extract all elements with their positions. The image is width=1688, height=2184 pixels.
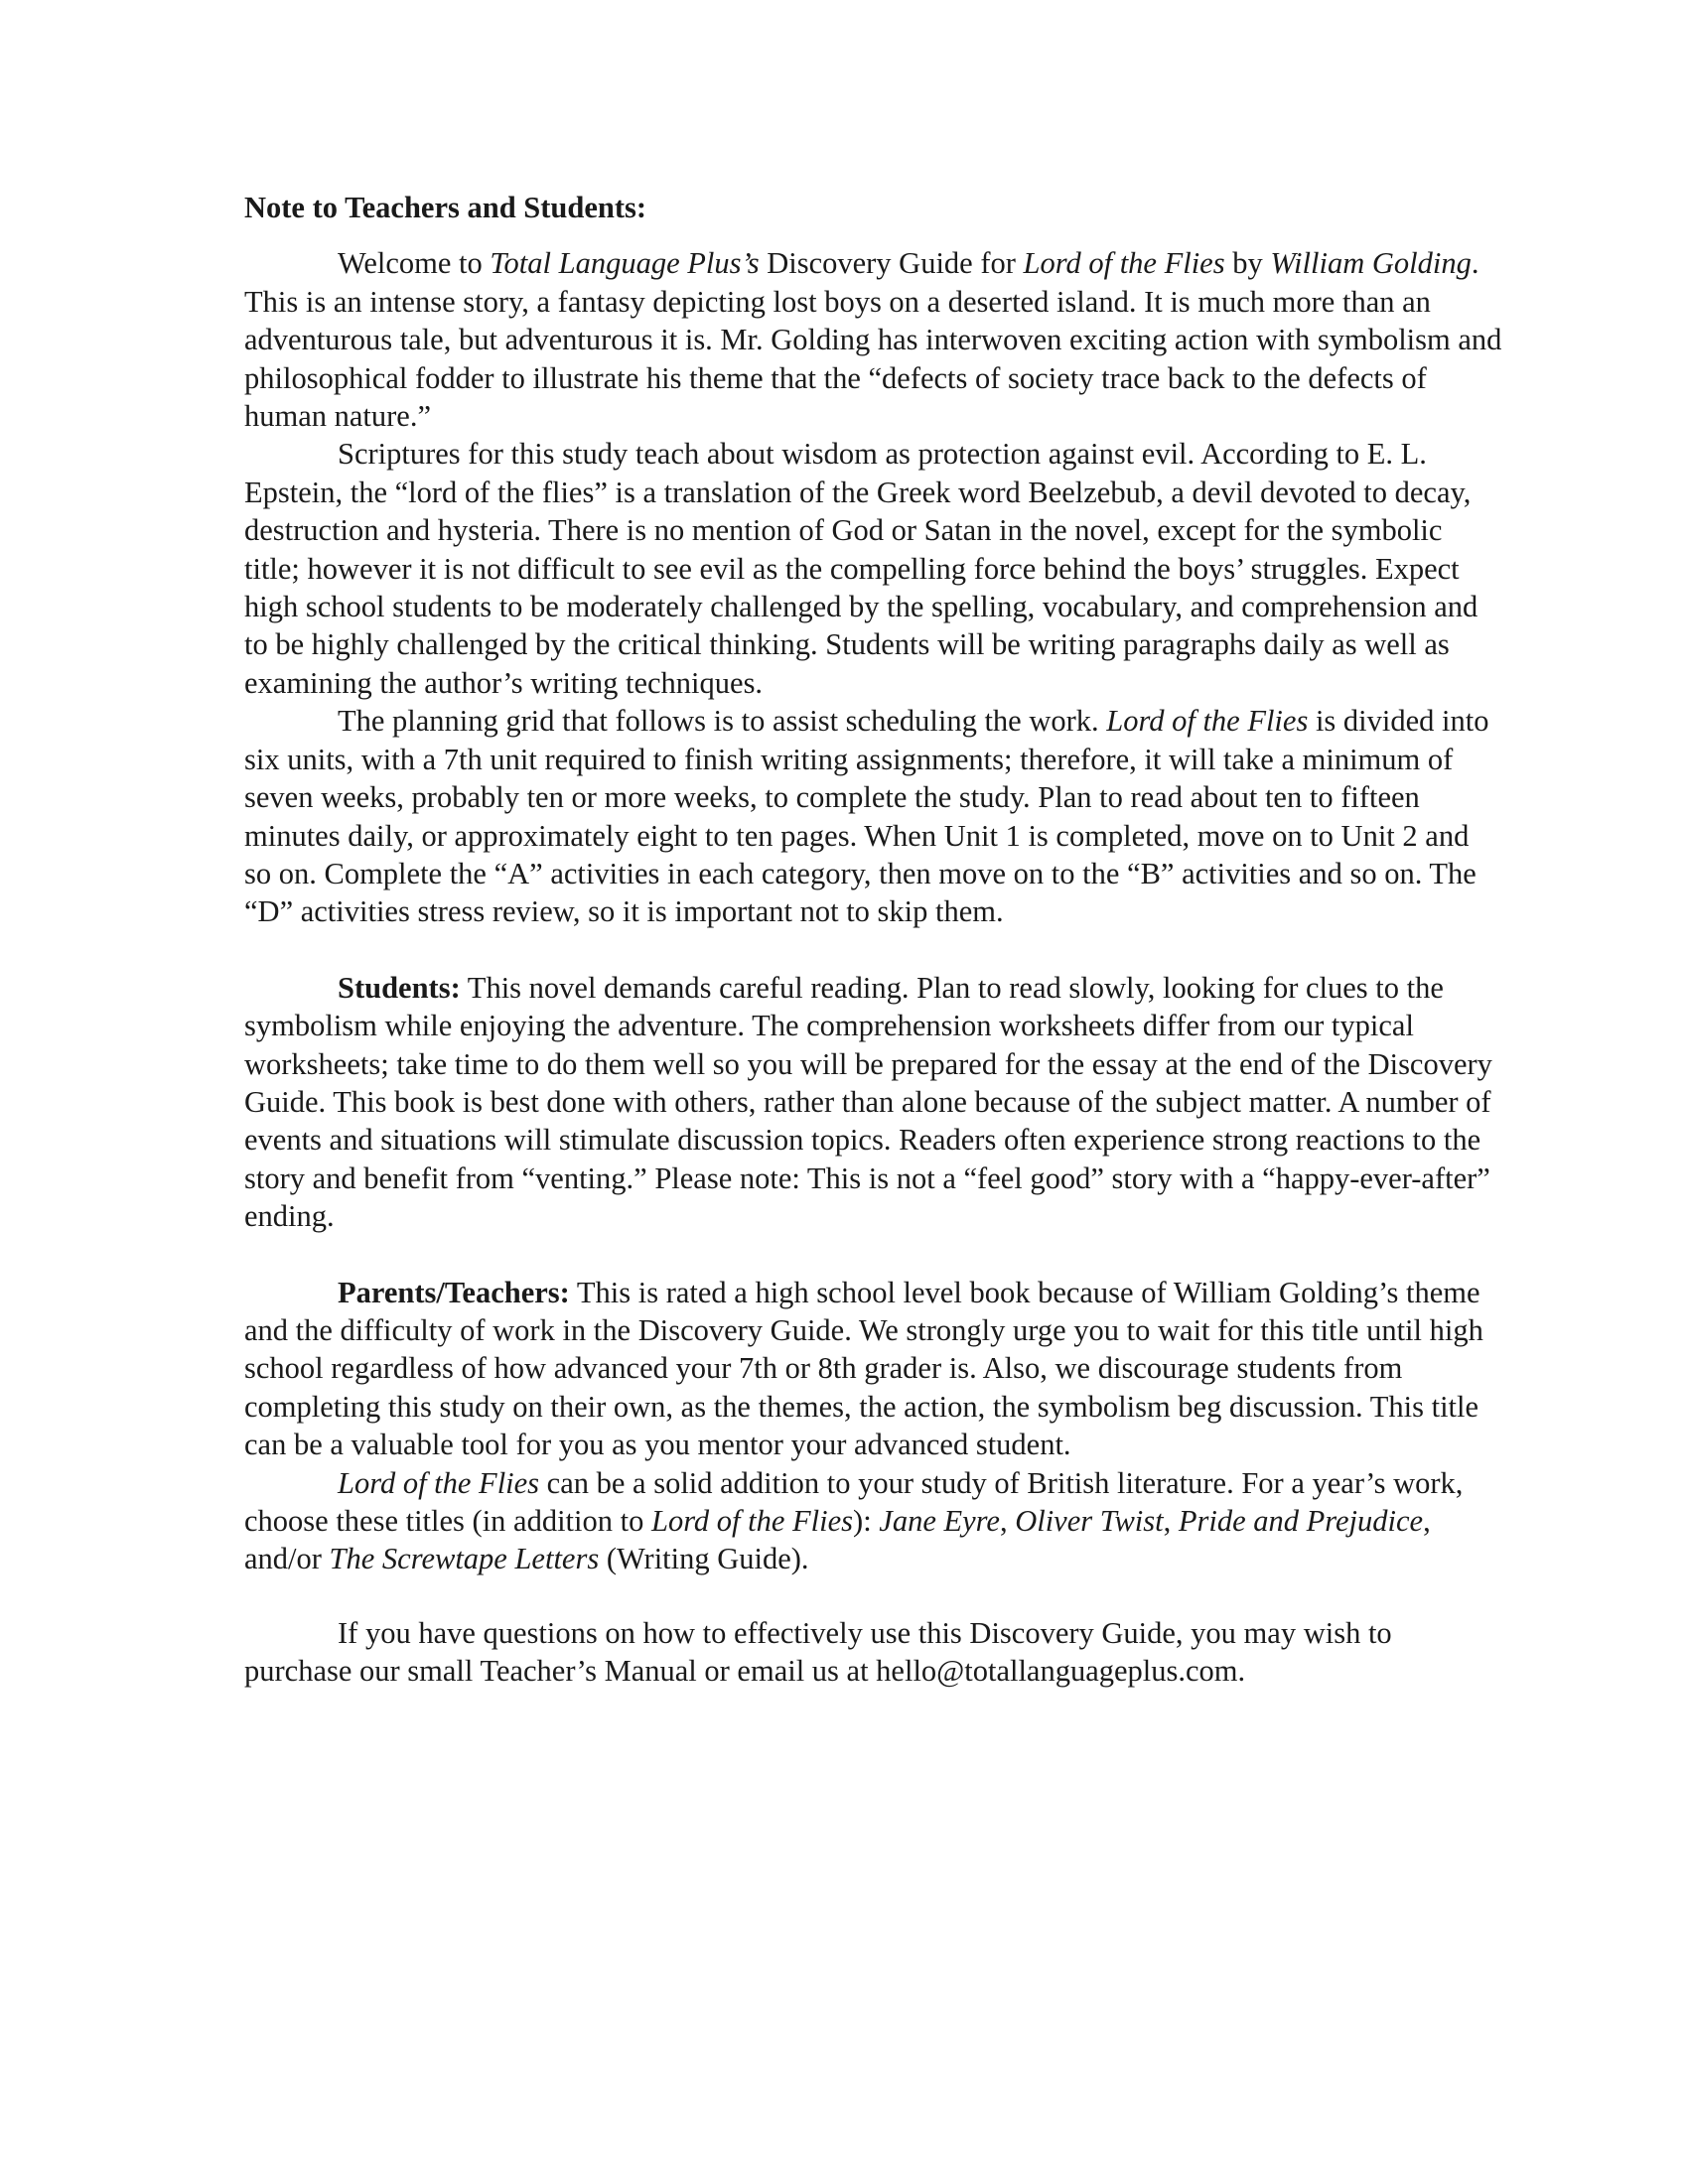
text-run: , xyxy=(999,1504,1016,1538)
intro-paragraph-2: Scriptures for this study teach about wisdom as protection against evil. According to E. L. Epstein, the “lord of the flies” is a translation of the Greek word Beelzebub, a devil devoted to decay, destruction and hysteria. There is no mention of God or Satan in the novel, except for the symbolic title; however it is not difficult to see evil as the compelling force behind the boys’ struggles. Expect high school students to be moderately challenged by the spelling, vocabulary, and comprehension and to be highly challenged by the critical thinking. Students will be writing paragraphs daily as well as examining the author’s writing techniques. xyxy=(244,437,1478,700)
text-run: can be a solid addition to your study of British literature. For a year’s work, choose these titles (in addition to xyxy=(244,1465,1464,1538)
book-title: Oliver Twist xyxy=(1015,1504,1164,1538)
text-run: , and/or xyxy=(244,1504,1431,1576)
publisher-name: Total Language Plus’s xyxy=(490,246,760,281)
text-run: by xyxy=(1224,246,1271,281)
book-title: Lord of the Flies xyxy=(1106,704,1309,739)
text-run: The planning grid that follows is to assist scheduling the work. xyxy=(338,704,1107,739)
intro-paragraph-3 xyxy=(244,702,1503,930)
students-paragraph xyxy=(244,969,1503,1236)
book-title: The Screwtape Letters xyxy=(329,1542,600,1576)
book-title: Lord of the Flies xyxy=(650,1504,854,1538)
book-title: Pride and Prejudice xyxy=(1178,1504,1424,1538)
closing-paragraph: If you have questions on how to effectively use this Discovery Guide, you may wish to purchase our small Teacher’s Manual or email us at hello@totallanguageplus.com. xyxy=(244,1615,1392,1689)
book-title: Jane Eyre xyxy=(879,1504,1000,1538)
text-run: Discovery Guide for xyxy=(759,246,1024,281)
text-run: This is rated a high school level book because of William Golding’s theme and the difficulty of work in the Discovery Guide. We strongly urge you to wait for this title until high school regardless of how advanced your 7th or 8th grader is. Also, we discourage students from completing this study on their own, as the themes, the action, the symbolism beg discussion. This title can be a valuable tool for you as you mentor your advanced student. xyxy=(244,1275,1483,1462)
text-run: ): xyxy=(853,1504,880,1538)
author-name: William Golding xyxy=(1270,246,1472,281)
book-title: Lord of the Flies xyxy=(1023,246,1225,281)
text-run: , xyxy=(1163,1504,1179,1538)
text-run: This novel demands careful reading. Plan to read slowly, looking for clues to the symbolism while enjoying the adventure. The comprehension worksheets differ from our typical worksheets; take time to do them well so you will be prepared for the essay at the end of the Discovery Guide. This book is best done with others, rather than alone because of the subject matter. A number of events and situations will stimulate discussion topics. Readers often experience strong reactions to the story and benefit from “venting.” Please note: This is not a “feel good” story with a “happy-ever-after” ending. xyxy=(244,970,1492,1234)
text-run: Welcome to xyxy=(338,246,491,281)
students-label: Students: xyxy=(338,970,461,1005)
parents-paragraph xyxy=(244,1274,1503,1464)
text-run: is divided into six units, with a 7th unit required to finish writing assignments; therefore, it will take a minimum of seven weeks, probably ten or more weeks, to complete the study. Plan to read about ten to fifteen minutes daily, or approximately eight to ten pages. When Unit 1 is completed, move on to Unit 2 and so on. Complete the “A” activities in each category, then move on to the “B” activities and so on. The “D” activities stress review, so it is important not to skip them. xyxy=(244,704,1489,929)
text-run: . This is an intense story, a fantasy depicting lost boys on a deserted island. It is much more than an adventurous tale, but adventurous it is. Mr. Golding has interwoven exciting action with symbolism and philosophical fodder to illustrate his theme that the “defects of society trace back to the defects of human nature.” xyxy=(244,246,1502,434)
book-title: Lord of the Flies xyxy=(338,1465,540,1500)
page-heading: Note to Teachers and Students: xyxy=(244,191,647,224)
text-run: (Writing Guide). xyxy=(599,1542,809,1576)
document-page xyxy=(244,189,1503,1691)
intro-paragraph-1 xyxy=(244,244,1503,435)
parents-label: Parents/Teachers: xyxy=(338,1275,570,1309)
parents-paragraph-2 xyxy=(244,1464,1503,1578)
